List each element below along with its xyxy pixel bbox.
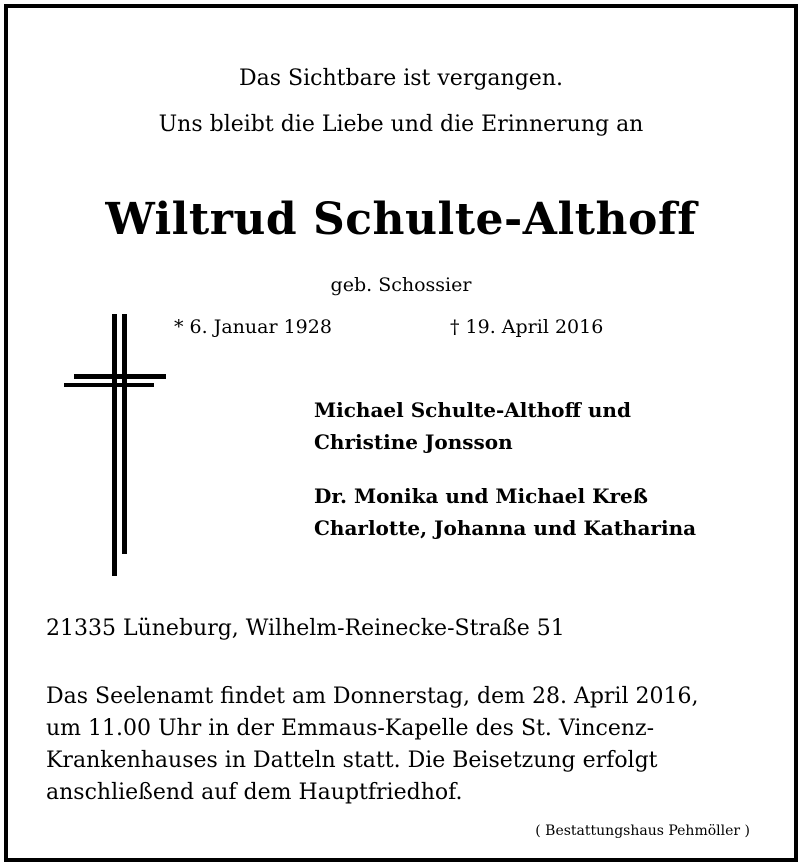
obituary-frame: [4, 4, 798, 862]
service-line-4: anschließend auf dem Hauptfriedhof.: [46, 780, 463, 805]
service-line-3: Krankenhauses in Datteln statt. Die Beisetzung erfolgt: [46, 748, 658, 773]
deceased-name: Wiltrud Schulte-Althoff: [105, 194, 697, 245]
intro-line-1: Das Sichtbare ist vergangen.: [239, 66, 563, 91]
address: 21335 Lüneburg, Wilhelm-Reinecke-Straße 51: [46, 616, 565, 641]
maiden-name: geb. Schossier: [330, 274, 472, 296]
death-date: † 19. April 2016: [450, 316, 604, 338]
mourner-2-line-1: Dr. Monika und Michael Kreß: [314, 484, 648, 508]
mourner-1-line-1: Michael Schulte-Althoff und: [314, 398, 631, 422]
service-line-1: Das Seelenamt findet am Donnerstag, dem 28. April 2016,: [46, 684, 699, 709]
funeral-home: ( Bestattungshaus Pehmöller ): [535, 823, 750, 839]
mourner-1-line-2: Christine Jonsson: [314, 430, 513, 454]
birth-date: * 6. Januar 1928: [174, 316, 332, 338]
service-line-2: um 11.00 Uhr in der Emmaus-Kapelle des St. Vincenz-: [46, 716, 655, 741]
intro-line-2: Uns bleibt die Liebe und die Erinnerung an: [158, 112, 644, 137]
mourner-2-line-2: Charlotte, Johanna und Katharina: [314, 516, 697, 540]
